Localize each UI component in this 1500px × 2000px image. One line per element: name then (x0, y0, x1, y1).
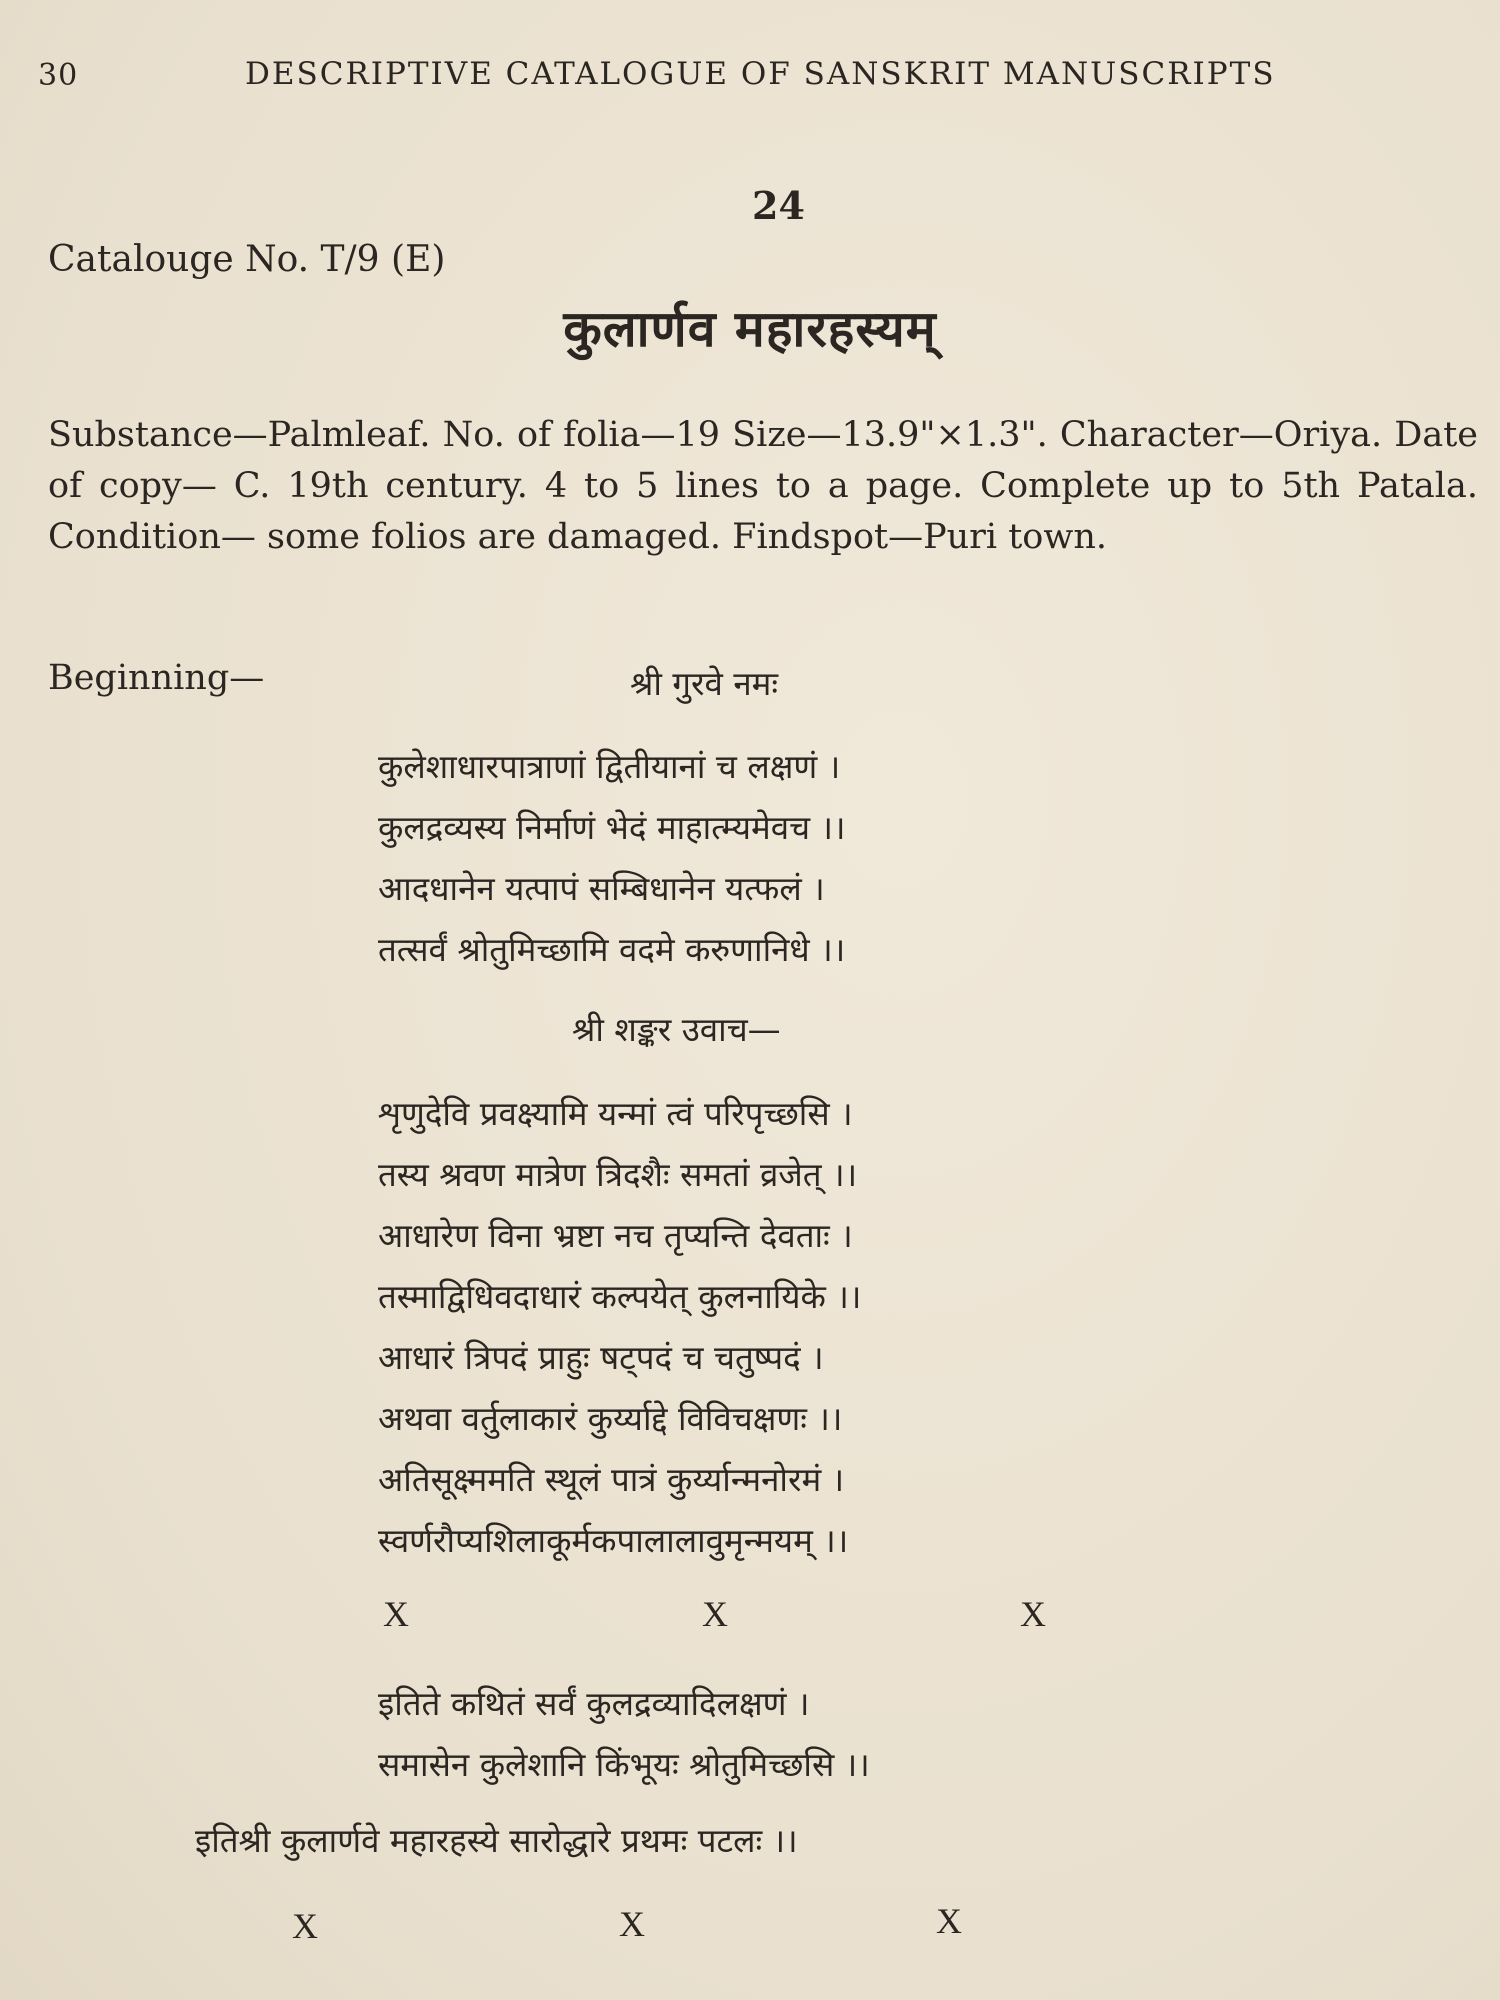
verse-block-1 (378, 736, 846, 980)
verse-line: कुलद्रव्यस्य निर्माणं भेदं माहात्म्यमेवच ।। (378, 808, 846, 847)
verse-line: तस्माद्विधिवदाधारं कल्पयेत् कुलनायिके ।। (378, 1277, 862, 1316)
separator-mark: X (292, 1906, 318, 1946)
verse-block-3 (378, 1673, 870, 1795)
separator-mark: X (936, 1901, 962, 1941)
verse-line: आधारं त्रिपदं प्राहुः षट्पदं च चतुष्पदं । (378, 1338, 824, 1377)
separator-mark: X (383, 1594, 409, 1634)
verse-line: आदधानेन यत्पापं सम्बिधानेन यत्फलं । (378, 869, 825, 908)
verse-line: तत्सर्वं श्रोतुमिच्छामि वदमे करुणानिधे ।। (378, 930, 846, 969)
verse-line: स्वर्णरौप्यशिलाकूर्मकपालालावुमृन्मयम् ।। (378, 1521, 849, 1560)
verse-line: इतिते कथितं सर्वं कुलद्रव्यादिलक्षणं । (378, 1684, 810, 1723)
verse-block-2 (378, 1083, 861, 1571)
entry-number: 24 (752, 183, 805, 228)
manuscript-title: कुलार्णव महारहस्यम् (563, 300, 937, 358)
verse-line: शृणुदेवि प्रवक्ष्यामि यन्मां त्वं परिपृच्छसि । (378, 1094, 853, 1133)
running-title: DESCRIPTIVE CATALOGUE OF SANSKRIT MANUSCRIPTS (245, 56, 1276, 92)
separator-mark: X (1020, 1594, 1046, 1634)
separator-mark: X (619, 1904, 645, 1944)
verse-line: समासेन कुलेशानि किंभूयः श्रोतुमिच्छसि ।। (378, 1745, 870, 1784)
beginning-label: Beginning— (48, 658, 265, 698)
catalogue-number: Catalouge No. T/9 (E) (48, 239, 446, 280)
verse-line: अथवा वर्तुलाकारं कुर्य्याद्दे विविचक्षणः ।। (378, 1399, 843, 1438)
verse-line: कुलेशाधारपात्राणां द्वितीयानां च लक्षणं । (378, 747, 841, 786)
separator-mark: X (702, 1594, 728, 1634)
verse-line: अतिसूक्ष्ममति स्थूलं पात्रं कुर्य्यान्मनोरमं । (378, 1460, 845, 1499)
verse-line: आधारेण विना भ्रष्टा नच तृप्यन्ति देवताः । (378, 1216, 853, 1255)
colophon: इतिश्री कुलार्णवे महारहस्ये सारोद्धारे प्रथमः पटलः ।। (195, 1821, 798, 1860)
invocation: श्री गुरवे नमः (630, 664, 779, 703)
manuscript-description: Substance—Palmleaf. No. of folia—19 Size—13.9"×1.3". Character—Oriya. Date of copy— C. 19th century. 4 to 5 lines to a page. Complete up to 5th Patala. Condition— some folios are damaged. Findspot—Puri town. (48, 415, 1478, 557)
page-number: 30 (38, 58, 79, 93)
speaker-heading: श्री शङ्कर उवाच— (572, 1010, 781, 1049)
verse-line: तस्य श्रवण मात्रेण त्रिदशैः समतां व्रजेत् ।। (378, 1155, 858, 1194)
